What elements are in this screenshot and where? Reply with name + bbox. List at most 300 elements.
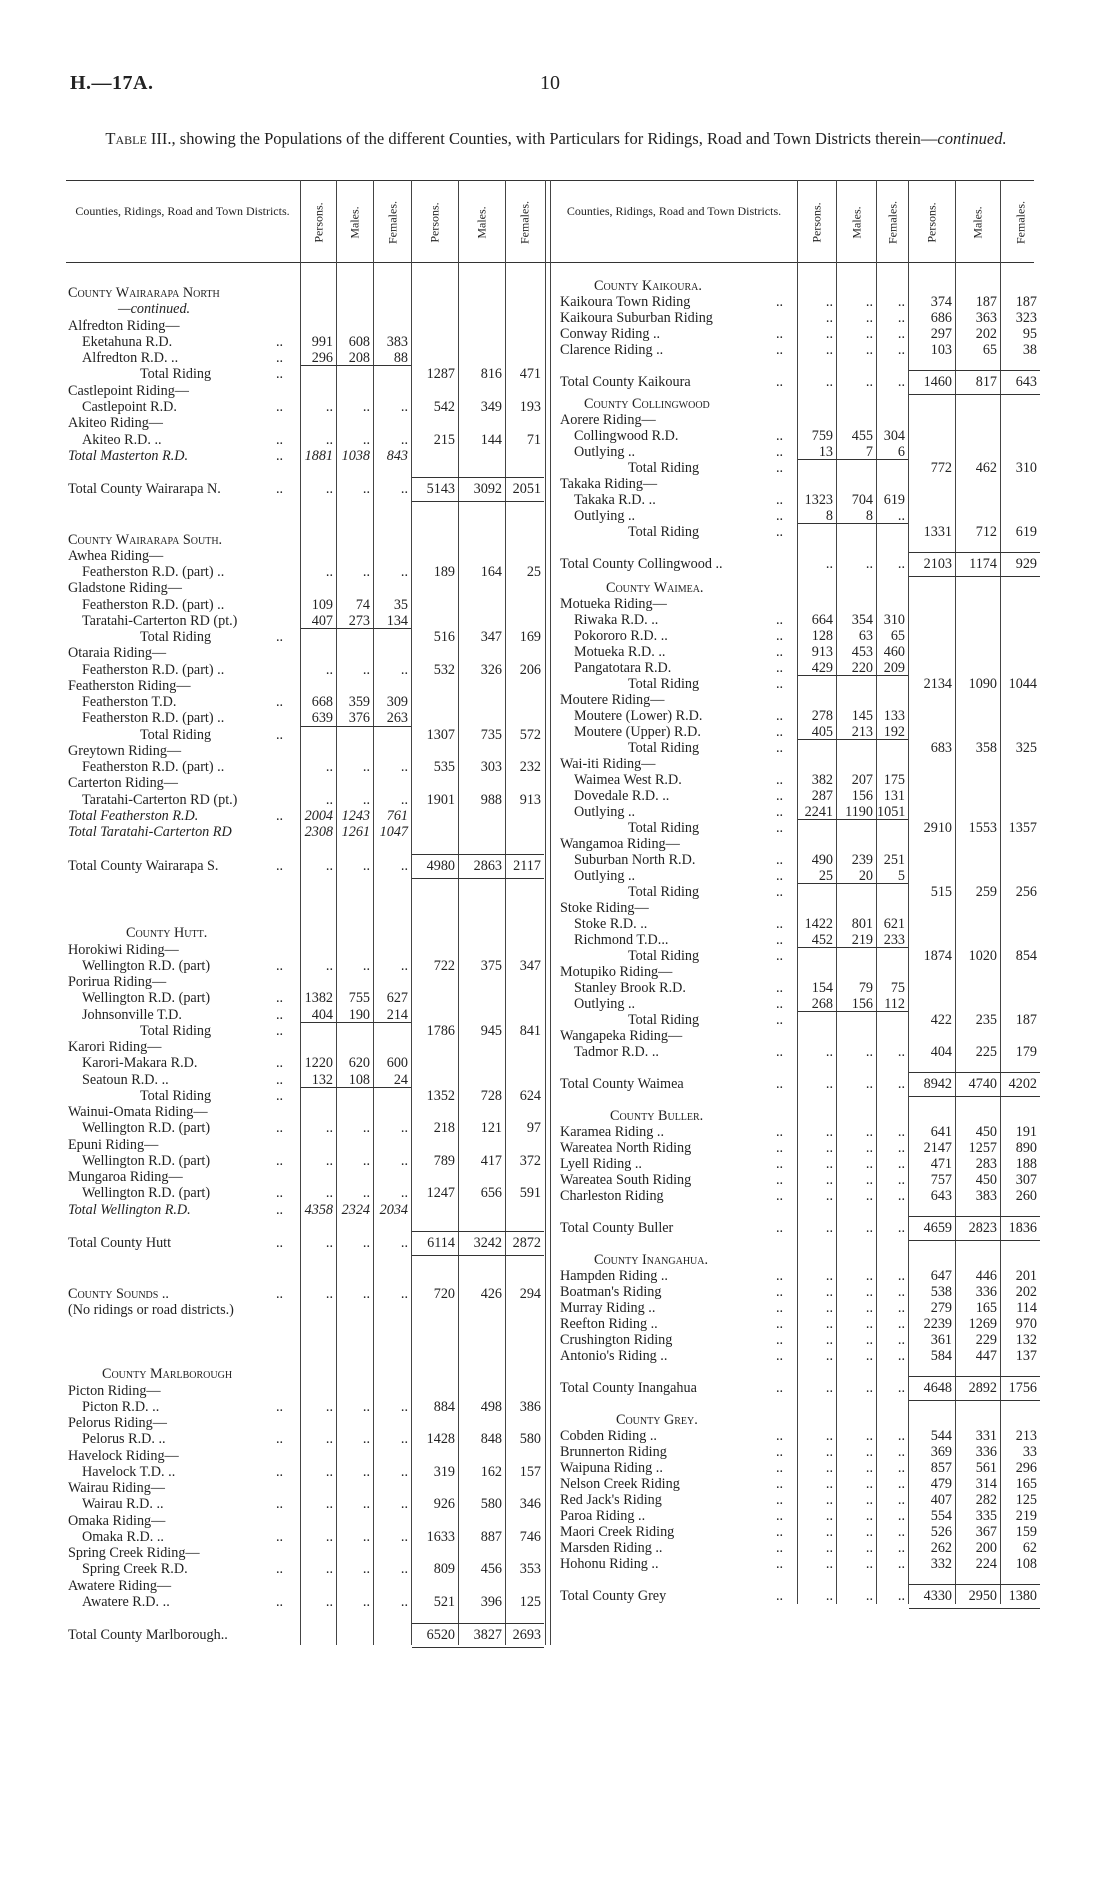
left-males-heading: Males. bbox=[474, 206, 489, 239]
district-label: Lyell Riding .. bbox=[560, 1156, 642, 1172]
persons-value: .. bbox=[325, 958, 333, 974]
females-value: 25 bbox=[526, 564, 541, 580]
district-label: Wareatea South Riding bbox=[560, 1172, 692, 1188]
persons-value: 884 bbox=[433, 1399, 455, 1415]
right-table-row bbox=[552, 628, 1032, 644]
males-value: 396 bbox=[480, 1594, 502, 1610]
females-value: 307 bbox=[1015, 1172, 1037, 1188]
females-value: .. bbox=[897, 1268, 905, 1284]
males-value: .. bbox=[865, 310, 873, 326]
right-table-row bbox=[552, 476, 1032, 492]
females-value: 621 bbox=[883, 916, 905, 932]
males-value: .. bbox=[865, 1156, 873, 1172]
males-value: 1553 bbox=[968, 820, 997, 836]
males-value: 446 bbox=[975, 1268, 997, 1284]
males-value: 456 bbox=[480, 1561, 502, 1577]
males-value: .. bbox=[865, 1316, 873, 1332]
males-value: 3092 bbox=[473, 481, 502, 497]
left-table-row bbox=[66, 925, 546, 941]
females-value: .. bbox=[400, 1235, 408, 1251]
right-table-row bbox=[552, 884, 1037, 900]
district-label: Moutere (Upper) R.D. bbox=[574, 724, 701, 740]
females-value: .. bbox=[897, 1380, 905, 1396]
males-value: 376 bbox=[348, 710, 370, 726]
district-label: Featherston R.D. (part) .. bbox=[82, 597, 225, 613]
district-label: Alfredton R.D. .. bbox=[82, 350, 179, 366]
males-value: 945 bbox=[480, 1023, 502, 1039]
district-label: Total Riding bbox=[628, 524, 700, 540]
males-value: 347 bbox=[480, 629, 502, 645]
males-value: 235 bbox=[975, 1012, 997, 1028]
females-value: .. bbox=[897, 1076, 905, 1092]
right-table-row bbox=[552, 396, 1032, 412]
persons-value: 926 bbox=[433, 1496, 455, 1512]
right-table-row bbox=[552, 508, 1032, 524]
right-males-heading: Males. bbox=[970, 206, 985, 239]
right-county-total-rule bbox=[909, 1376, 1040, 1377]
persons-value: 664 bbox=[811, 612, 833, 628]
persons-value: .. bbox=[825, 1140, 833, 1156]
males-value: .. bbox=[865, 1444, 873, 1460]
females-value: 71 bbox=[526, 432, 541, 448]
leader-dots: .. bbox=[776, 524, 784, 540]
leader-dots: .. bbox=[776, 740, 784, 756]
persons-value: .. bbox=[325, 1286, 333, 1302]
males-value: .. bbox=[865, 556, 873, 572]
females-value: 133 bbox=[883, 708, 905, 724]
females-value: 187 bbox=[1015, 294, 1037, 310]
males-value: .. bbox=[362, 399, 370, 415]
district-label: Motueka Riding— bbox=[560, 596, 667, 612]
persons-value: .. bbox=[325, 1153, 333, 1169]
males-value: .. bbox=[865, 1284, 873, 1300]
persons-value: 913 bbox=[811, 644, 833, 660]
persons-value: .. bbox=[825, 1476, 833, 1492]
females-value: 112 bbox=[884, 996, 905, 1012]
females-value: 627 bbox=[386, 990, 408, 1006]
females-value: 619 bbox=[1015, 524, 1037, 540]
district-label: Havelock Riding— bbox=[68, 1448, 179, 1464]
left-table-row bbox=[66, 974, 546, 990]
right-table-row bbox=[552, 1188, 1037, 1204]
right-table-row bbox=[552, 1076, 1037, 1092]
persons-value: 857 bbox=[930, 1460, 952, 1476]
females-value: .. bbox=[400, 1153, 408, 1169]
males-value: .. bbox=[362, 1529, 370, 1545]
county-heading: County Waimea. bbox=[606, 580, 704, 596]
persons-value: 515 bbox=[930, 884, 952, 900]
left-table-row bbox=[66, 1578, 546, 1594]
persons-value: .. bbox=[825, 1588, 833, 1604]
leader-dots: .. bbox=[776, 884, 784, 900]
males-value: 755 bbox=[348, 990, 370, 1006]
right-table-row bbox=[552, 1012, 1037, 1028]
district-label: Maori Creek Riding bbox=[560, 1524, 675, 1540]
district-label: Total County Wairarapa N. bbox=[68, 481, 221, 497]
leader-dots: .. bbox=[276, 350, 284, 366]
leader-dots: .. bbox=[776, 1220, 784, 1236]
females-value: 157 bbox=[519, 1464, 541, 1480]
left-table-row bbox=[66, 1235, 546, 1251]
males-value: 383 bbox=[975, 1188, 997, 1204]
males-value: 225 bbox=[975, 1044, 997, 1060]
right-table-row bbox=[552, 1428, 1037, 1444]
persons-value: 584 bbox=[930, 1348, 952, 1364]
females-value: .. bbox=[897, 1540, 905, 1556]
females-value: 213 bbox=[1015, 1428, 1037, 1444]
right-table-row bbox=[552, 772, 1032, 788]
females-value: .. bbox=[400, 564, 408, 580]
district-label: Clarence Riding .. bbox=[560, 342, 664, 358]
males-value: 190 bbox=[348, 1007, 370, 1023]
females-value: 2872 bbox=[512, 1235, 541, 1251]
persons-value: 532 bbox=[433, 662, 455, 678]
females-value: 191 bbox=[1015, 1124, 1037, 1140]
leader-dots: .. bbox=[776, 1140, 784, 1156]
leader-dots: .. bbox=[776, 1556, 784, 1572]
right-table-row bbox=[552, 1492, 1037, 1508]
district-label: Total Masterton R.D. bbox=[68, 448, 189, 464]
district-label: Picton Riding— bbox=[68, 1383, 161, 1399]
males-value: 817 bbox=[975, 374, 997, 390]
leader-dots: .. bbox=[276, 1072, 284, 1088]
males-value: 282 bbox=[975, 1492, 997, 1508]
females-value: 125 bbox=[1015, 1492, 1037, 1508]
leader-dots: .. bbox=[276, 1561, 284, 1577]
females-value: 929 bbox=[1015, 556, 1037, 572]
persons-value: .. bbox=[825, 1044, 833, 1060]
district-label: Featherston R.D. (part) .. bbox=[82, 759, 225, 775]
females-value: 619 bbox=[883, 492, 905, 508]
females-value: 263 bbox=[386, 710, 408, 726]
females-value: .. bbox=[400, 792, 408, 808]
females-value: 2117 bbox=[513, 858, 541, 874]
leader-dots: .. bbox=[776, 1284, 784, 1300]
district-label: Total Riding bbox=[140, 1088, 212, 1104]
left-table-row bbox=[66, 301, 546, 317]
persons-value: .. bbox=[325, 1496, 333, 1512]
males-value: .. bbox=[865, 1380, 873, 1396]
females-value: 24 bbox=[393, 1072, 408, 1088]
district-label: Collingwood R.D. bbox=[574, 428, 679, 444]
right-table-row bbox=[552, 1524, 1037, 1540]
males-value: 156 bbox=[851, 996, 873, 1012]
persons-value: 154 bbox=[811, 980, 833, 996]
females-value: 346 bbox=[519, 1496, 541, 1512]
district-label: Otaraia Riding— bbox=[68, 645, 167, 661]
leader-dots: .. bbox=[776, 788, 784, 804]
district-label: Total Riding bbox=[628, 1012, 700, 1028]
left-table-row bbox=[66, 1464, 546, 1480]
persons-value: 639 bbox=[311, 710, 333, 726]
persons-value: .. bbox=[825, 1508, 833, 1524]
left-table-row bbox=[66, 1366, 546, 1382]
females-value: 159 bbox=[1015, 1524, 1037, 1540]
females-value: 75 bbox=[890, 980, 905, 996]
right-table-row bbox=[552, 868, 1032, 884]
right-table-row bbox=[552, 1476, 1037, 1492]
females-value: 201 bbox=[1015, 1268, 1037, 1284]
males-value: 2892 bbox=[968, 1380, 997, 1396]
leader-dots: .. bbox=[276, 858, 284, 874]
persons-value: .. bbox=[825, 1524, 833, 1540]
persons-value: 4980 bbox=[426, 858, 455, 874]
persons-value: 4659 bbox=[923, 1220, 952, 1236]
district-label: Featherston R.D. (part) .. bbox=[82, 564, 225, 580]
left-subtotal-rule bbox=[301, 1087, 411, 1088]
persons-value: 479 bbox=[930, 1476, 952, 1492]
females-value: 580 bbox=[519, 1431, 541, 1447]
males-value: .. bbox=[865, 1044, 873, 1060]
females-value: .. bbox=[400, 858, 408, 874]
persons-value: 722 bbox=[433, 958, 455, 974]
district-label: Carterton Riding— bbox=[68, 775, 178, 791]
persons-value: 4330 bbox=[923, 1588, 952, 1604]
right-table-row bbox=[552, 948, 1037, 964]
leader-dots: .. bbox=[776, 374, 784, 390]
males-value: 74 bbox=[355, 597, 370, 613]
leader-dots: .. bbox=[776, 948, 784, 964]
males-value: 145 bbox=[851, 708, 873, 724]
left-table-row bbox=[66, 383, 546, 399]
leader-dots: .. bbox=[776, 804, 784, 820]
district-label: Omaka R.D. .. bbox=[82, 1529, 164, 1545]
females-value: 746 bbox=[519, 1529, 541, 1545]
persons-value: 407 bbox=[930, 1492, 952, 1508]
left-table-row bbox=[66, 285, 546, 301]
right-table-row bbox=[552, 900, 1032, 916]
males-value: 887 bbox=[480, 1529, 502, 1545]
right-subtotal-rule bbox=[798, 947, 908, 948]
table-title bbox=[66, 128, 1046, 149]
males-value: .. bbox=[865, 1332, 873, 1348]
males-value: .. bbox=[362, 432, 370, 448]
left-table-row bbox=[66, 792, 546, 808]
persons-value: 643 bbox=[930, 1188, 952, 1204]
females-value: 572 bbox=[519, 727, 541, 743]
females-value: 591 bbox=[519, 1185, 541, 1201]
males-value: 620 bbox=[348, 1055, 370, 1071]
persons-value: .. bbox=[825, 1332, 833, 1348]
district-label: Motupiko Riding— bbox=[560, 964, 673, 980]
leader-dots: .. bbox=[776, 660, 784, 676]
right-table-row bbox=[552, 374, 1037, 390]
males-value: 417 bbox=[480, 1153, 502, 1169]
leader-dots: .. bbox=[776, 294, 784, 310]
district-label: Total County Grey bbox=[560, 1588, 667, 1604]
left-table-row bbox=[66, 334, 546, 350]
leader-dots: .. bbox=[776, 1268, 784, 1284]
females-value: .. bbox=[897, 1172, 905, 1188]
persons-value: 516 bbox=[433, 629, 455, 645]
females-value: 310 bbox=[1015, 460, 1037, 476]
table-title-continued: continued. bbox=[937, 129, 1007, 148]
district-label: (No ridings or road districts.) bbox=[68, 1302, 234, 1318]
district-label: Boatman's Riding bbox=[560, 1284, 662, 1300]
district-label: Kaikoura Suburban Riding bbox=[560, 310, 713, 326]
left-subtotal-rule bbox=[301, 365, 411, 366]
right-county-total-rule bbox=[909, 576, 1040, 577]
females-value: .. bbox=[400, 1185, 408, 1201]
males-value: 259 bbox=[975, 884, 997, 900]
district-label: Omaka Riding— bbox=[68, 1513, 166, 1529]
females-value: .. bbox=[897, 326, 905, 342]
males-value: 2950 bbox=[968, 1588, 997, 1604]
females-value: .. bbox=[897, 556, 905, 572]
females-value: .. bbox=[400, 432, 408, 448]
males-value: 1190 bbox=[845, 804, 873, 820]
right-table-row bbox=[552, 724, 1032, 740]
left-county-total-rule bbox=[412, 501, 544, 502]
right-persons-heading: Persons. bbox=[809, 202, 824, 243]
males-value: 367 bbox=[975, 1524, 997, 1540]
persons-value: 757 bbox=[930, 1172, 952, 1188]
district-label: Total Riding bbox=[140, 1023, 212, 1039]
district-label: Alfredton Riding— bbox=[68, 318, 180, 334]
right-table-row bbox=[552, 1044, 1037, 1060]
left-table-row bbox=[66, 1480, 546, 1496]
right-table-row bbox=[552, 492, 1032, 508]
leader-dots: .. bbox=[276, 808, 284, 824]
right-table-row bbox=[552, 444, 1032, 460]
males-value: 273 bbox=[348, 613, 370, 629]
county-heading: County Kaikoura. bbox=[594, 278, 702, 294]
right-table-row bbox=[552, 342, 1037, 358]
left-county-total-rule bbox=[412, 854, 544, 855]
males-value: .. bbox=[865, 374, 873, 390]
district-label: Akiteo Riding— bbox=[68, 415, 163, 431]
district-label: Wellington R.D. (part) bbox=[82, 990, 211, 1006]
males-value: .. bbox=[362, 1286, 370, 1302]
left-table-row bbox=[66, 1561, 546, 1577]
left-table-row bbox=[66, 399, 546, 415]
males-value: 200 bbox=[975, 1540, 997, 1556]
females-value: 251 bbox=[883, 852, 905, 868]
females-value: .. bbox=[897, 508, 905, 524]
leader-dots: .. bbox=[776, 612, 784, 628]
district-label: Awhea Riding— bbox=[68, 548, 164, 564]
leader-dots: .. bbox=[276, 334, 284, 350]
persons-value: 772 bbox=[930, 460, 952, 476]
right-subtotal-rule bbox=[798, 883, 908, 884]
right-subtotal-rule bbox=[798, 459, 908, 460]
males-value: 656 bbox=[480, 1185, 502, 1201]
leader-dots: .. bbox=[776, 916, 784, 932]
females-value: .. bbox=[400, 1399, 408, 1415]
males-value: 3827 bbox=[473, 1627, 502, 1643]
district-label: Picton R.D. .. bbox=[82, 1399, 160, 1415]
females-value: .. bbox=[400, 958, 408, 974]
right-table-row bbox=[552, 596, 1032, 612]
district-label: Mungaroa Riding— bbox=[68, 1169, 183, 1185]
right-table-row bbox=[552, 1412, 1032, 1428]
district-label: Takaka R.D. .. bbox=[574, 492, 656, 508]
males-value: .. bbox=[362, 858, 370, 874]
males-value: 455 bbox=[851, 428, 873, 444]
leader-dots: .. bbox=[776, 1540, 784, 1556]
females-value: 347 bbox=[519, 958, 541, 974]
county-heading: County Grey. bbox=[616, 1412, 698, 1428]
right-table-row bbox=[552, 740, 1037, 756]
leader-dots: .. bbox=[276, 1202, 284, 1218]
left-persons-heading: Persons. bbox=[311, 202, 325, 243]
left-table-row bbox=[66, 1302, 546, 1318]
county-heading: County Sounds .. bbox=[68, 1286, 169, 1302]
district-label: Pelorus Riding— bbox=[68, 1415, 167, 1431]
right-table-row bbox=[552, 996, 1032, 1012]
persons-value: 452 bbox=[811, 932, 833, 948]
right-table-row bbox=[552, 1444, 1037, 1460]
males-value: 447 bbox=[975, 1348, 997, 1364]
right-table-row bbox=[552, 1316, 1037, 1332]
right-table-row bbox=[552, 692, 1032, 708]
left-table-row bbox=[66, 1513, 546, 1529]
females-value: 471 bbox=[519, 366, 541, 382]
persons-value: .. bbox=[825, 1540, 833, 1556]
leader-dots: .. bbox=[776, 1460, 784, 1476]
females-value: .. bbox=[897, 1492, 905, 1508]
persons-value: 407 bbox=[311, 613, 333, 629]
district-label: Moutere (Lower) R.D. bbox=[574, 708, 703, 724]
district-label: Horokiwi Riding— bbox=[68, 942, 179, 958]
males-value: .. bbox=[865, 1556, 873, 1572]
table-title-text: , showing the Populations of the different Counties, with Particulars for Ridings, Road and Town Districts therein— bbox=[171, 129, 938, 148]
males-value: 704 bbox=[851, 492, 873, 508]
males-value: .. bbox=[865, 1268, 873, 1284]
females-value: .. bbox=[897, 1156, 905, 1172]
females-value: 188 bbox=[1015, 1156, 1037, 1172]
district-label: Total Taratahi-Carterton RD bbox=[68, 824, 232, 840]
males-value: 144 bbox=[480, 432, 502, 448]
persons-value: 278 bbox=[811, 708, 833, 724]
males-value: 165 bbox=[975, 1300, 997, 1316]
page-number: 10 bbox=[540, 72, 560, 94]
persons-value: 1874 bbox=[923, 948, 952, 964]
males-value: 224 bbox=[975, 1556, 997, 1572]
persons-value: .. bbox=[825, 1268, 833, 1284]
persons-value: 2147 bbox=[923, 1140, 952, 1156]
district-label: Wainui-Omata Riding— bbox=[68, 1104, 208, 1120]
persons-value: 1247 bbox=[426, 1185, 455, 1201]
leader-dots: .. bbox=[776, 1044, 784, 1060]
females-value: 214 bbox=[386, 1007, 408, 1023]
persons-value: 404 bbox=[311, 1007, 333, 1023]
district-label: Total County Kaikoura bbox=[560, 374, 691, 390]
females-value: 108 bbox=[1015, 1556, 1037, 1572]
right-county-total-rule bbox=[909, 394, 1040, 395]
females-value: .. bbox=[400, 399, 408, 415]
persons-value: 1460 bbox=[923, 374, 952, 390]
district-label: Total Riding bbox=[628, 884, 700, 900]
males-value: .. bbox=[865, 1348, 873, 1364]
district-label: Wangapeka Riding— bbox=[560, 1028, 683, 1044]
right-table-row bbox=[552, 1460, 1037, 1476]
left-table-row bbox=[66, 1627, 546, 1643]
right-table-row bbox=[552, 1508, 1037, 1524]
leader-dots: .. bbox=[776, 628, 784, 644]
males-value: 220 bbox=[851, 660, 873, 676]
males-value: 326 bbox=[480, 662, 502, 678]
district-label: Wellington R.D. (part) bbox=[82, 1120, 211, 1136]
leader-dots: .. bbox=[776, 980, 784, 996]
right-table-row bbox=[552, 916, 1032, 932]
males-value: 164 bbox=[480, 564, 502, 580]
persons-value: 1881 bbox=[304, 448, 333, 464]
persons-value: 554 bbox=[930, 1508, 952, 1524]
persons-value: 268 bbox=[811, 996, 833, 1012]
right-subtotal-rule bbox=[798, 739, 908, 740]
right-table-row bbox=[552, 1268, 1037, 1284]
